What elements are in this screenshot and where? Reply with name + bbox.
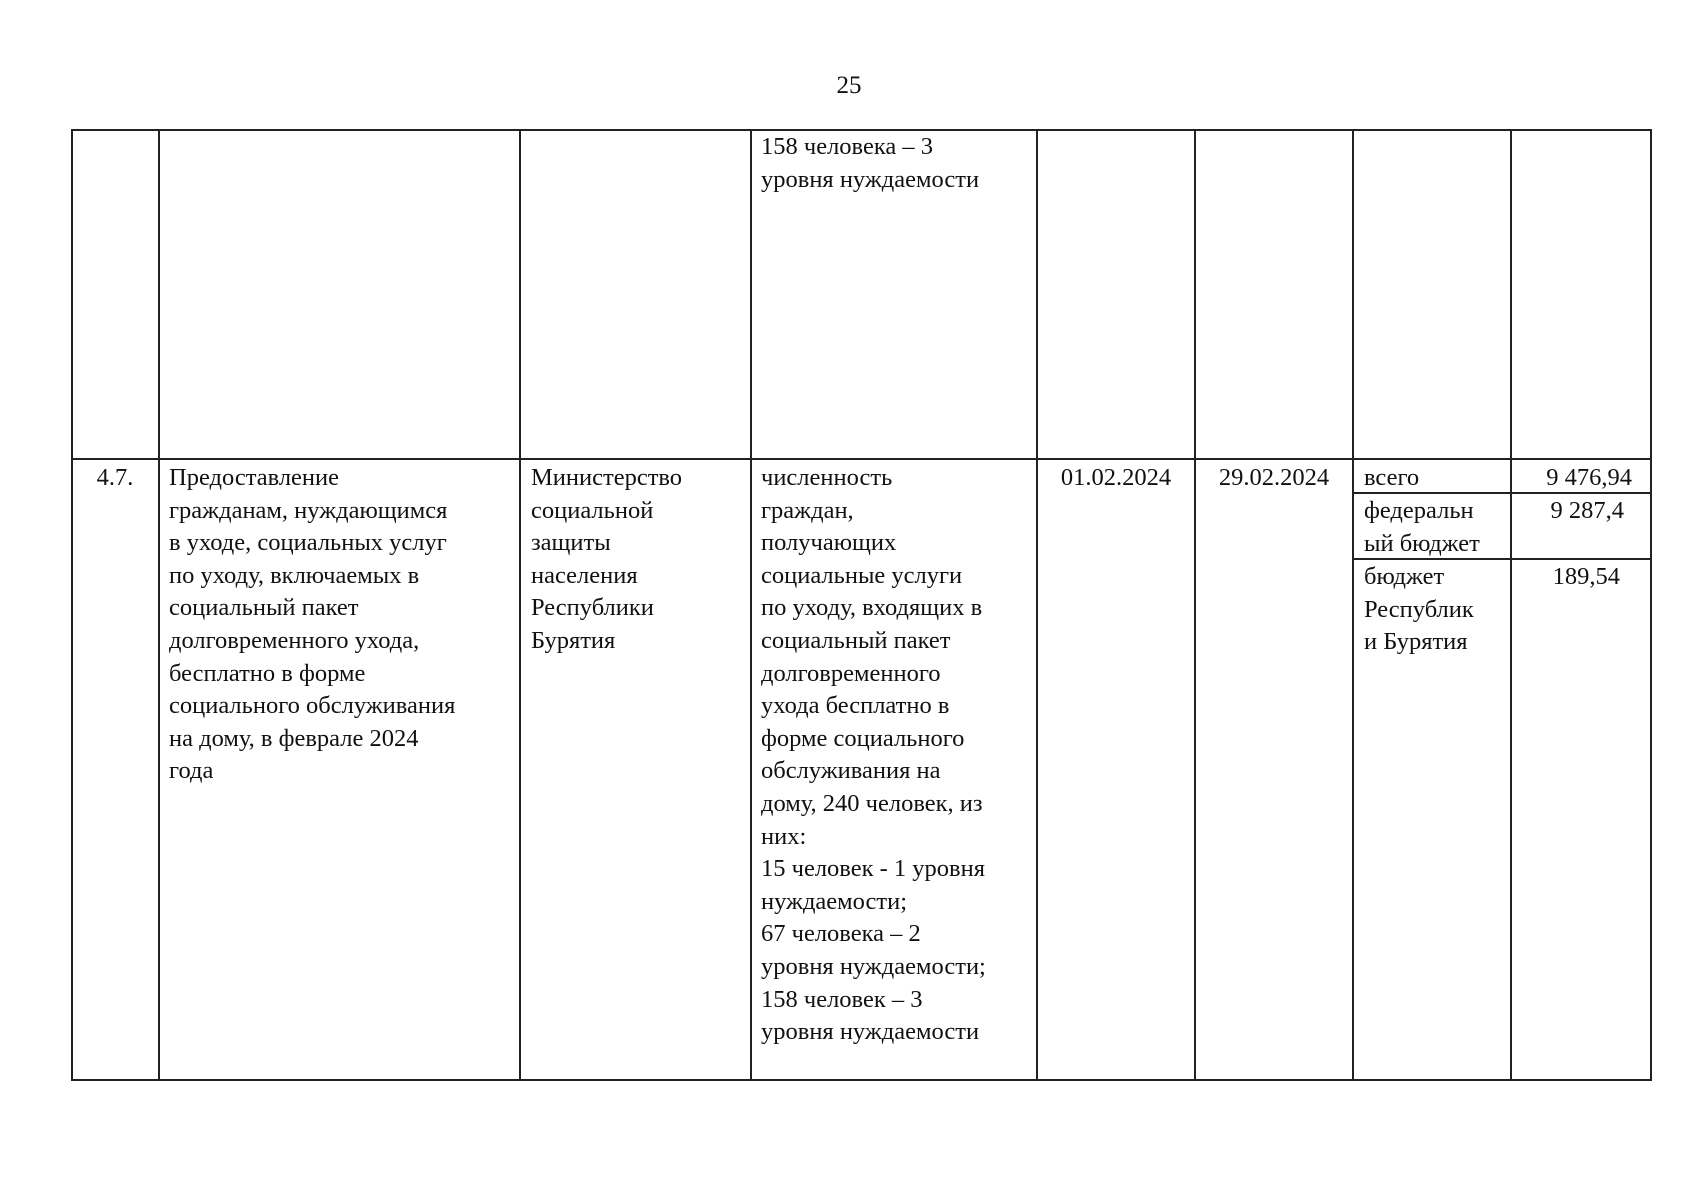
start-date-cell: 01.02.2024	[1060, 464, 1172, 491]
continuation-indicator-cell: 158 человека – 3 уровня нуждаемости	[761, 133, 980, 193]
funding-amount-regional: 189,54	[1552, 563, 1620, 590]
funding-amount-federal: 9 287,4	[1550, 497, 1624, 524]
row-divider	[71, 458, 1652, 460]
column-border	[1510, 129, 1512, 1080]
executor-cell: Министерство социальной защиты населения Республики Бурятия	[531, 464, 683, 654]
column-border	[1650, 129, 1652, 1080]
table-border-bottom	[71, 1079, 1652, 1081]
column-border	[1036, 129, 1038, 1080]
column-border	[1194, 129, 1196, 1080]
column-border	[1352, 129, 1354, 1080]
column-border	[750, 129, 752, 1080]
column-border	[71, 129, 73, 1080]
measure-cell: Предоставление гражданам, нуждающимся в уходе, социальных услуг по уходу, включаемых в социальный пакет долговременного ухода, бесплатно в форме социального обслуживания на дому, в феврале 2024 года	[169, 464, 456, 785]
end-date-cell: 29.02.2024	[1218, 464, 1330, 491]
funding-source-regional: бюджет Республик и Бурятия	[1364, 563, 1474, 656]
column-border	[519, 129, 521, 1080]
page-number: 25	[836, 72, 862, 99]
funding-source-total: всего	[1364, 464, 1420, 491]
funding-amount-total: 9 476,94	[1546, 464, 1632, 491]
funding-source-federal: федеральн ый бюджет	[1364, 497, 1480, 557]
indicator-cell: численность граждан, получающих социальные услуги по уходу, входящих в социальный пакет долговременного ухода бесплатно в форме социального обслуживания на дому, 240 человек, из них: 15 человек - 1 уровня нуждаемости; 67 человека – 2 уровня нуждаемости; 158 человек – 3 уровня нуждаемости	[761, 464, 986, 1046]
row-number-cell: 4.7.	[96, 464, 134, 491]
column-border	[158, 129, 160, 1080]
